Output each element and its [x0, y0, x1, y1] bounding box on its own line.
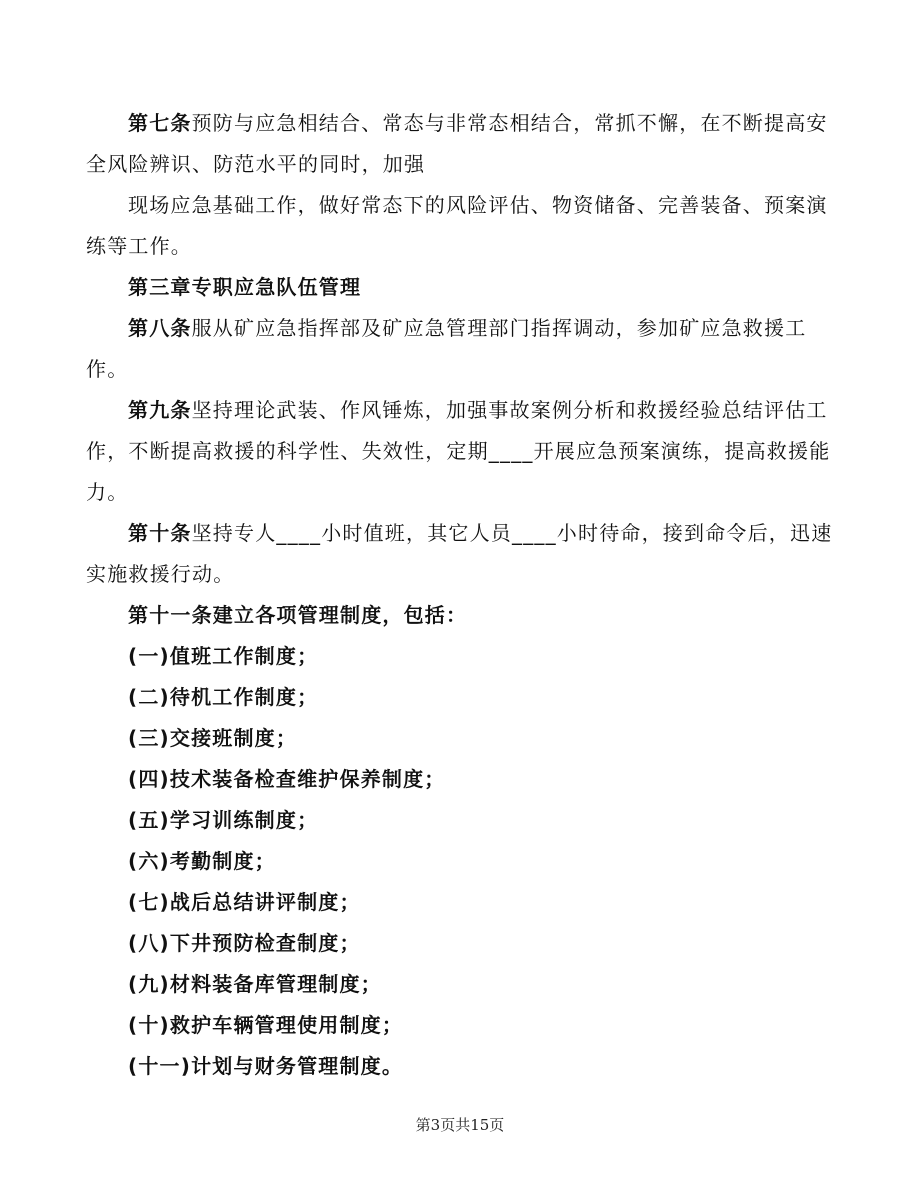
article-9	[86, 390, 836, 513]
article-8-text: 服从矿应急指挥部及矿应急管理部门指挥调动，参加矿应急救援工作。	[86, 316, 807, 381]
rule-item	[86, 1046, 836, 1087]
article-7	[86, 103, 836, 185]
rule-item	[86, 759, 836, 800]
article-7-text: 预防与应急相结合、常态与非常态相结合，常抓不懈，在不断提高安全风险辨识、防范水平的同时，加强	[86, 111, 828, 176]
rule-item	[86, 1005, 836, 1046]
rule-item-text: (十一)计划与财务管理制度。	[128, 1054, 404, 1078]
article-7-continued	[86, 185, 836, 267]
rule-item-text: (四)技术装备检查维护保养制度；	[128, 767, 446, 791]
chapter-3-heading-text: 第三章专职应急队伍管理	[128, 275, 362, 299]
rule-item-text: (三)交接班制度；	[128, 726, 298, 750]
rule-item-text: (八)下井预防检查制度；	[128, 931, 361, 955]
page-number-footer: 第3页共15页	[415, 1116, 505, 1134]
article-10-lead: 第十条	[128, 521, 192, 545]
article-10	[86, 513, 836, 595]
document-body	[86, 103, 836, 1087]
rule-item-text: (五)学习训练制度；	[128, 808, 319, 832]
rule-item-text: (十)救护车辆管理使用制度；	[128, 1013, 404, 1037]
article-11	[86, 595, 836, 636]
article-7-continued-text: 现场应急基础工作，做好常态下的风险评估、物资储备、完善装备、预案演练等工作。	[86, 193, 828, 258]
rule-item	[86, 923, 836, 964]
rule-item	[86, 964, 836, 1005]
rule-item	[86, 800, 836, 841]
rule-item-text: (六)考勤制度；	[128, 849, 276, 873]
rule-item	[86, 841, 836, 882]
chapter-3-heading	[86, 267, 836, 308]
rule-item-text: (二)待机工作制度；	[128, 685, 319, 709]
article-7-lead: 第七条	[128, 111, 192, 135]
article-9-lead: 第九条	[128, 398, 192, 422]
article-11-text: 第十一条建立各项管理制度，包括：	[128, 603, 468, 627]
rule-item-text: (七)战后总结讲评制度；	[128, 890, 361, 914]
article-8-lead: 第八条	[128, 316, 192, 340]
rule-item-text: (九)材料装备库管理制度；	[128, 972, 382, 996]
article-10-text: 坚持专人____小时值班，其它人员____小时待命，接到命令后，迅速实施救援行动。	[86, 521, 833, 586]
article-9-text: 坚持理论武装、作风锤炼，加强事故案例分析和救援经验总结评估工作，不断提高救援的科学性、失效性，定期____开展应急预案演练，提高救援能力。	[86, 398, 831, 504]
rule-item	[86, 882, 836, 923]
rule-item	[86, 636, 836, 677]
rule-item-text: (一)值班工作制度；	[128, 644, 319, 668]
article-8	[86, 308, 836, 390]
rule-item	[86, 718, 836, 759]
rule-item	[86, 677, 836, 718]
